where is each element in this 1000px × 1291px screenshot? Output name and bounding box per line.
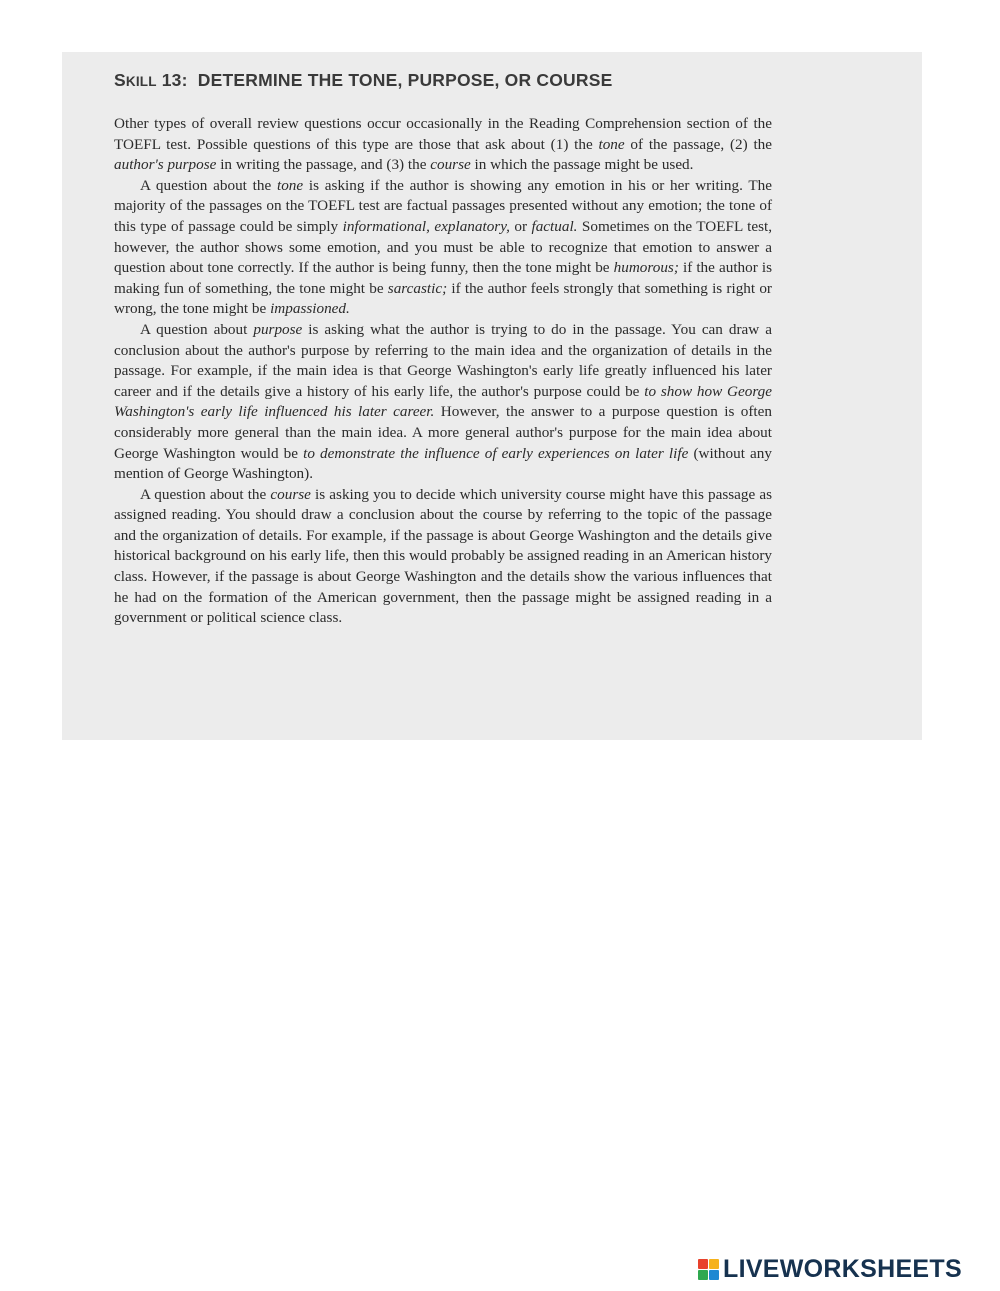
text-run: in which the passage might be used. xyxy=(470,156,694,174)
paragraph xyxy=(114,114,772,176)
paragraph xyxy=(114,176,772,320)
italic-term: factual. xyxy=(531,217,578,235)
text-run: A question about the xyxy=(140,485,271,503)
text-run: is asking you to decide which university course might have this passage as assigned reading. You should draw a conclusion about the course by referring to the topic of the passage and the organization of details. For example, if the passage is about George Washington and the details give historical background on his early life, then this would probably be assigned reading in an American history class. However, if the passage is about George Washington and the details show the various influences that he had on the formation of the American government, then the passage might be assigned reading in a government or political science class. xyxy=(114,485,772,627)
text-run: A question about the xyxy=(140,176,277,194)
italic-term: impassioned. xyxy=(270,300,350,318)
paragraph xyxy=(114,485,772,629)
text-run: is asking if the author is showing any emotion in his or her writing. The majority of the passages on the TOEFL test are factual passages presented without any emotion; the tone of this type of passage could be simply xyxy=(114,176,772,235)
text-run: is asking what the author is trying to do in the passage. You can draw a conclusion about the author's purpose by referring to the main idea and the organization of details in the passage. For example, if the main idea is that George Washington's early life greatly influenced his later career and if the details give a history of his early life, the author's purpose could be xyxy=(114,320,772,400)
skill-heading xyxy=(114,70,612,91)
italic-term: to demonstrate the influence of early experiences on later life xyxy=(303,444,689,462)
text-run: Sometimes on the TOEFL test, however, the author shows some emotion, and you must be able to recognize that emotion to answer a question about tone correctly. If the author is being funny, then the tone might be xyxy=(114,217,773,277)
italic-term: informational, explanatory, xyxy=(342,217,510,235)
liveworksheets-brand[interactable] xyxy=(698,1255,962,1284)
logo-square xyxy=(709,1259,719,1269)
skill-label: SKILL xyxy=(114,70,157,90)
italic-term: course xyxy=(430,156,471,174)
text-run: A question about xyxy=(140,320,254,338)
logo-square xyxy=(709,1270,719,1280)
skill-number: 13: xyxy=(161,70,188,90)
italic-term: tone xyxy=(598,135,625,153)
italic-term: humorous; xyxy=(613,259,679,277)
italic-term: author's purpose xyxy=(114,156,217,174)
text-run: However, the answer to a purpose question is often considerably more general than the main idea. A more general author's purpose for the main idea about George Washington would be xyxy=(114,403,772,462)
skill-title: DETERMINE THE TONE, PURPOSE, OR COURSE xyxy=(197,70,613,90)
paragraph xyxy=(114,320,772,485)
logo-square xyxy=(698,1259,708,1269)
liveworksheets-logo-icon xyxy=(698,1259,719,1280)
text-run: if the author is making fun of something, the tone might be xyxy=(114,259,772,297)
italic-term: course xyxy=(270,485,311,503)
passage-body xyxy=(114,114,772,629)
italic-term: tone xyxy=(276,176,304,194)
text-run: or xyxy=(509,217,532,235)
italic-term: sarcastic; xyxy=(387,279,448,297)
text-run: in writing the passage, and (3) the xyxy=(216,156,431,174)
text-run: Other types of overall review questions occur occasionally in the Reading Comprehension section of the TOEFL test. Possible questions of this type are those that ask about (1) the xyxy=(114,115,772,153)
text-run: if the author feels strongly that something is right or wrong, the tone might be xyxy=(114,279,772,318)
brand-name: LIVEWORKSHEETS xyxy=(723,1255,962,1283)
italic-term: to show how George Washington's early life influenced his later career. xyxy=(114,382,773,421)
text-run: of the passage, (2) the xyxy=(624,135,772,153)
text-run: (without any mention of George Washington). xyxy=(114,444,772,483)
italic-term: purpose xyxy=(253,320,303,338)
logo-square xyxy=(698,1270,708,1280)
